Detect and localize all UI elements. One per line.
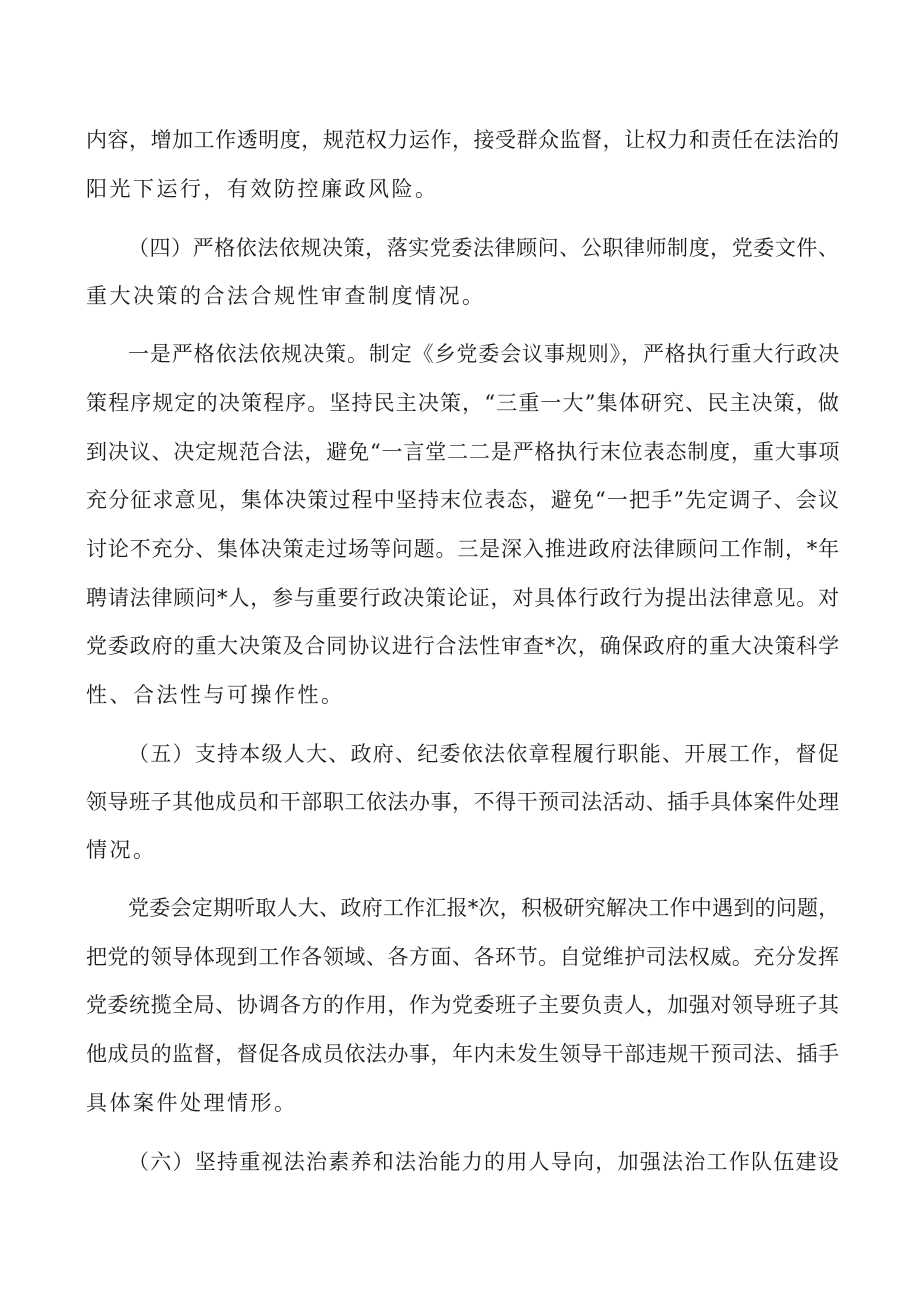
section-heading-4: 重大决策的合法合规性审查制度情况。 — [86, 284, 486, 308]
text-line: 到决议、决定规范合法，避免“一言堂二二是严格执行末位表态制度，重大事项 — [86, 440, 841, 464]
text-line: 党委政府的重大决策及合同协议进行合法性审查*次，确保政府的重大决策科学 — [86, 634, 840, 658]
section-heading-4: （四）严格依法依规决策，落实党委法律顾问、公职律师制度，党委文件、 — [128, 236, 840, 260]
text-line: 策程序规定的决策程序。坚持民主决策，“三重一大”集体研究、民主决策，做 — [86, 391, 840, 415]
text-line: 他成员的监督，督促各成员依法办事，年内未发生领导干部违规干预司法、插手 — [86, 1042, 840, 1066]
text-line: 党委会定期听取人大、政府工作汇报*次，积极研究解决工作中遇到的问题， — [128, 896, 840, 920]
text-line: 内容，增加工作透明度，规范权力运作，接受群众监督，让权力和责任在法治的 — [86, 128, 840, 152]
text-line: 讨论不充分、集体决策走过场等问题。三是深入推进政府法律顾问工作制，*年 — [86, 537, 840, 561]
text-line: 党委统揽全局、协调各方的作用，作为党委班子主要负责人，加强对领导班子其 — [86, 993, 840, 1017]
section-heading-5: 情况。 — [86, 838, 157, 862]
text-line: 聘请法律顾问*人，参与重要行政决策论证，对具体行政行为提出法律意见。对 — [86, 586, 840, 610]
text-line: 把党的领导体现到工作各领域、各方面、各环节。自觉维护司法权威。充分发挥 — [86, 945, 840, 969]
text-line: 性、合法性与可操作性。 — [86, 683, 345, 707]
text-line: 具体案件处理情形。 — [86, 1091, 298, 1115]
section-heading-5: 领导班子其他成员和干部职工依法办事，不得干预司法活动、插手具体案件处理 — [86, 790, 840, 814]
section-heading-6: （六）坚持重视法治素养和法治能力的用人导向，加强法治工作队伍建设 — [128, 1150, 840, 1174]
text-line: 阳光下运行，有效防控廉政风险。 — [86, 177, 439, 201]
text-line: 一是严格依法依规决策。制定《乡党委会议事规则》，严格执行重大行政决 — [128, 342, 840, 366]
text-line: 充分征求意见，集体决策过程中坚持末位表态，避免“一把手”先定调子、会议 — [86, 488, 840, 512]
section-heading-5: （五）支持本级人大、政府、纪委依法依章程履行职能、开展工作，督促 — [128, 742, 840, 766]
